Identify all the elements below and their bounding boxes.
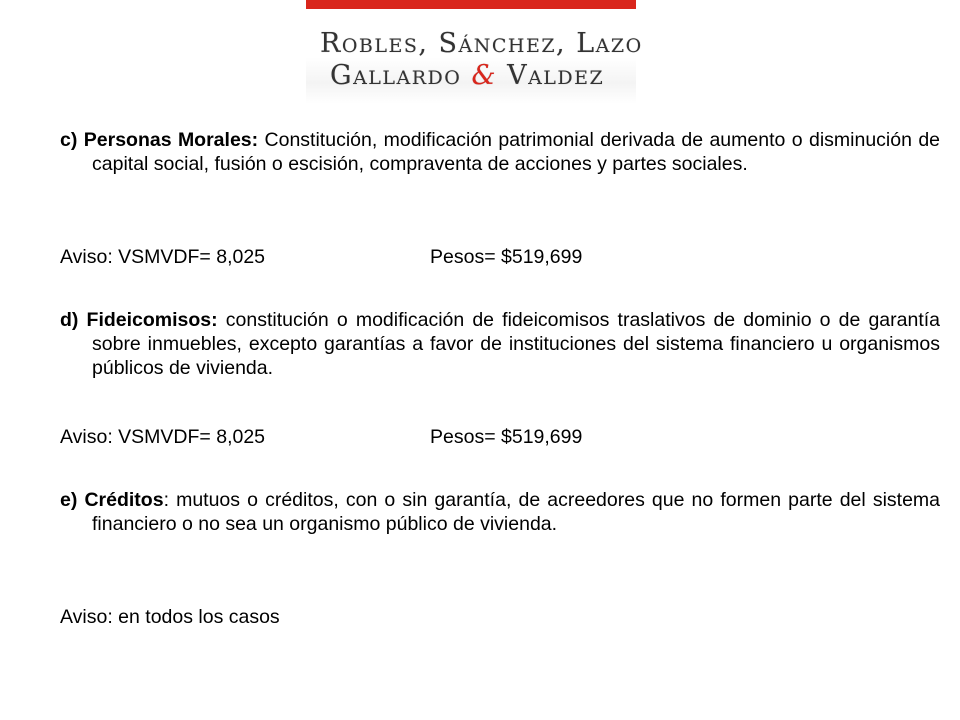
aviso-creditos xyxy=(60,605,908,629)
section-title: Créditos xyxy=(84,489,164,511)
aviso-pesos: Pesos= $519,699 xyxy=(430,426,583,448)
section-title: Personas Morales: xyxy=(83,129,259,151)
section-text: : mutuos o créditos, con o sin garantía, de acreedores que no formen parte del sistema financiero o no sea un organismo público de vivienda. xyxy=(92,489,940,535)
aviso-todos-casos: Aviso: en todos los casos xyxy=(60,606,280,628)
section-label: c) xyxy=(60,129,78,151)
section-label: e) xyxy=(60,489,78,511)
logo-line-2 xyxy=(330,60,640,91)
aviso-pesos: Pesos= $519,699 xyxy=(430,246,583,268)
section-fideicomisos xyxy=(60,308,940,380)
aviso-vsmvdf: Aviso: VSMVDF= 8,025 xyxy=(60,426,266,448)
section-text: Constitución, modificación patrimonial derivada de aumento o disminución de capital social, fusión o escisión, compraventa de acciones y partes sociales. xyxy=(92,129,941,175)
section-label: d) xyxy=(60,309,79,331)
aviso-personas-morales xyxy=(60,245,908,269)
logo-line-2-b: Valdez xyxy=(497,60,605,91)
logo-red-bar xyxy=(306,0,636,9)
section-creditos xyxy=(60,488,940,536)
logo-line-1: Robles, Sánchez, Lazo xyxy=(320,28,643,59)
section-title: Fideicomisos: xyxy=(86,309,218,331)
logo-line-2-a: Gallardo xyxy=(330,60,472,91)
aviso-vsmvdf: Aviso: VSMVDF= 8,025 xyxy=(60,246,266,268)
logo-ampersand: & xyxy=(471,60,497,91)
section-personas-morales xyxy=(60,128,940,176)
section-text: constitución o modificación de fideicomisos traslativos de dominio o de garantía sobre inmuebles, excepto garantías a favor de instituciones del sistema financiero u organismos públicos de vivienda. xyxy=(92,309,940,379)
aviso-fideicomisos xyxy=(60,425,908,449)
firm-logo xyxy=(306,0,643,104)
